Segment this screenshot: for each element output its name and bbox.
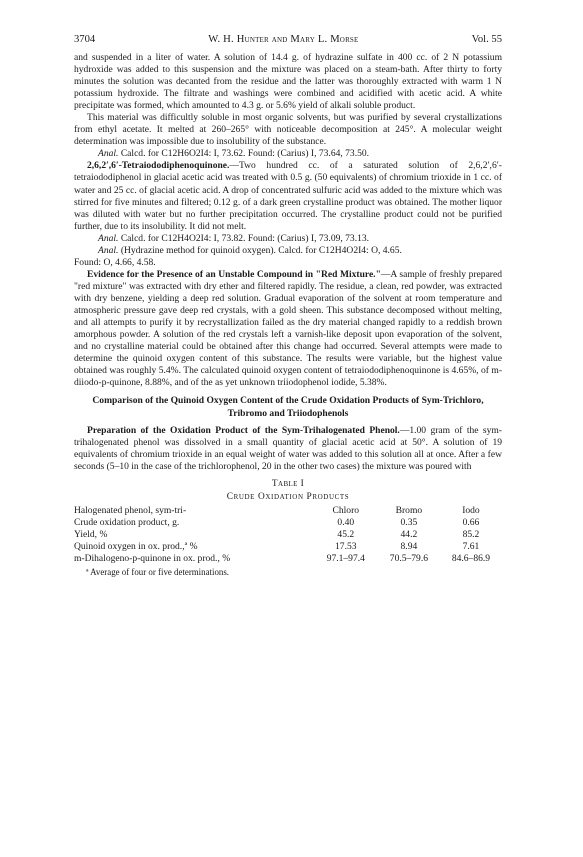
table-header-cell: Halogenated phenol, sym-tri- [74,504,187,516]
analysis-label: Anal. [98,232,119,244]
paragraph-text: —1.00 gram of the sym-trihalogenated phenol was dissolved in a small quantity of glacial acetic acid at 50°. A solution of 19 equivalents of chromium trioxide in an equal weight of water was added to this solution all at once. After a few seconds (5–10 in the case of the trichlorophenol, 20 in the other two cases) the mixture was poured with [74,425,502,473]
table-title: Crude Oxidation Products [226,491,350,502]
paragraph-text: —Two hundred cc. of a saturated solution of 2,6,2′,6′-tetraiododiphenol in glacial acetic acid was treated with 0.5 g. (50 equivalents) of chromium trioxide in 1 cc. of water and 25 cc. of glacial acetic acid. A drop of concentrated sulfuric acid was added to the mixture which was stirred for five minutes and filtered; 0.12 g. of a dark green crystalline product was obtained. The mother liquor was diluted with water but no further precipitation occurred. The crystalline product could not be purified further, due to its insolubility. It did not melt. [74,160,502,232]
table-cell: 0.35 [400,516,418,528]
running-authors: W. H. Hunter and Mary L. Morse [208,34,359,45]
paragraph-tetraiododiphenoquinone [74,160,502,232]
table-cell: m-Dihalogeno-p-quinone in ox. prod., % [74,553,231,565]
analysis-text: Calcd. for C12H6O2I4: I, 73.62. Found: (Carius) I, 73.64, 73.50. [120,148,370,160]
table-header-cell: Iodo [462,504,480,516]
paragraph-purification: This material was difficultly soluble in most organic solvents, but was purified by several crystallizations from ethyl acetate. It melted at 260–265° with noticeable decomposition at 245°. A molecular weight determination was impossible due to insolubility of the substance. [74,112,502,148]
table-row [74,529,502,541]
table-header-cell: Chloro [332,504,360,516]
analysis-line-3 [74,245,502,257]
article-body [74,52,502,474]
table-number: Table I [271,478,305,489]
paragraph-preparation [74,425,502,473]
table-cell: 70.5–79.6 [389,553,428,565]
analysis-found: Found: O, 4.66, 4.58. [74,256,156,268]
table-row [74,517,502,529]
paragraph-hydrazine: and suspended in a liter of water. A solution of 14.4 g. of hydrazine sulfate in 400 cc. of 2 N potassium hydroxide was added to this suspension and the mixture was placed on a steam-bath. After thirty to forty minutes the solution was decanted from the residue and the latter was thoroughly extracted with warm 1 N potassium hydroxide. The filtrate and washings were combined and acidified with acetic acid. A white precipitate was formed, which amounted to 4.3 g. or 5.6% yield of alkali soluble product. [74,52,502,112]
running-header [74,34,502,52]
analysis-line-2 [74,233,502,245]
table-cell: Yield, % [74,528,108,540]
paragraph-heading: Preparation of the Oxidation Product of the Sym-Trihalogenated Phenol. [87,425,400,437]
section-heading: Comparison of the Quinoid Oxygen Content of the Crude Oxidation Products of Sym-Trichloro, Tribromo and Triiodophenols [92,395,484,419]
paragraph-red-mixture [74,269,502,389]
table-cell: 7.61 [462,541,480,553]
table-cell: Crude oxidation product, g. [74,516,180,528]
paragraph-heading: Evidence for the Presence of an Unstable Compound in "Red Mixture." [87,268,381,280]
table-footnote: ª Average of four or five determinations. [86,566,229,577]
analysis-label: Anal. [98,148,119,160]
analysis-line-1 [74,148,502,160]
table-cell: 84.6–86.9 [451,553,491,565]
table-cell: Quinoid oxygen in ox. prod.,ª % [74,541,198,553]
analysis-text: (Hydrazine method for quinoid oxygen). Calcd. for C12H4O2I4: O, 4.65. [120,244,402,256]
table-cell: 44.2 [400,528,418,540]
paragraph-text: —A sample of freshly prepared "red mixture" was extracted with dry ether and filtered rapidly. The residue, a clean, red powder, was extracted with dry benzene, yielding a deep red solution. Gradual evaporation of the solvent at room temperature and atmospheric pressure gave deep red crystals, with a gold sheen. This substance decomposed without melting, and all attempts to purify it by recrystallization failed as the dry material changed rapidly to a reddish brown amorphous powder. A solution of the red crystals left a varnish-like deposit upon evaporation of the solvent, and no crystalline material could be obtained after this change had occurred. Several attempts were made to determine the quinoid oxygen content of this substance. The results were variable, but the highest value obtained was roughly 5.4%. The calculated quinoid oxygen content of tetraiododiphenoquinone is 4.65%, of m-diiodo-p-quinone, 8.88%, and of the as yet unknown triiodophenol iodide, 5.38%. [74,268,502,389]
table-cell: 85.2 [462,528,480,540]
volume-label: Vol. 55 [471,34,502,45]
table-cell: 97.1–97.4 [326,553,365,565]
table-row [74,553,502,565]
analysis-label: Anal. [98,244,119,256]
table-cell: 45.2 [337,528,355,540]
table-cell: 0.40 [337,516,355,528]
table-cell: 17.53 [335,541,357,553]
table-header-row [74,505,502,517]
table-cell: 0.66 [462,516,480,528]
paragraph-heading: 2,6,2′,6′-Tetraiododiphenoquinone. [87,160,230,172]
table-cell: 8.94 [400,541,418,553]
crude-oxidation-table [74,505,502,566]
analysis-text: Calcd. for C12H4O2I4: I, 73.82. Found: (Carius) I, 73.09, 73.13. [120,232,370,244]
journal-page [74,34,502,577]
table-row [74,541,502,553]
table-header-cell: Bromo [395,504,423,516]
page-number: 3704 [74,34,96,45]
